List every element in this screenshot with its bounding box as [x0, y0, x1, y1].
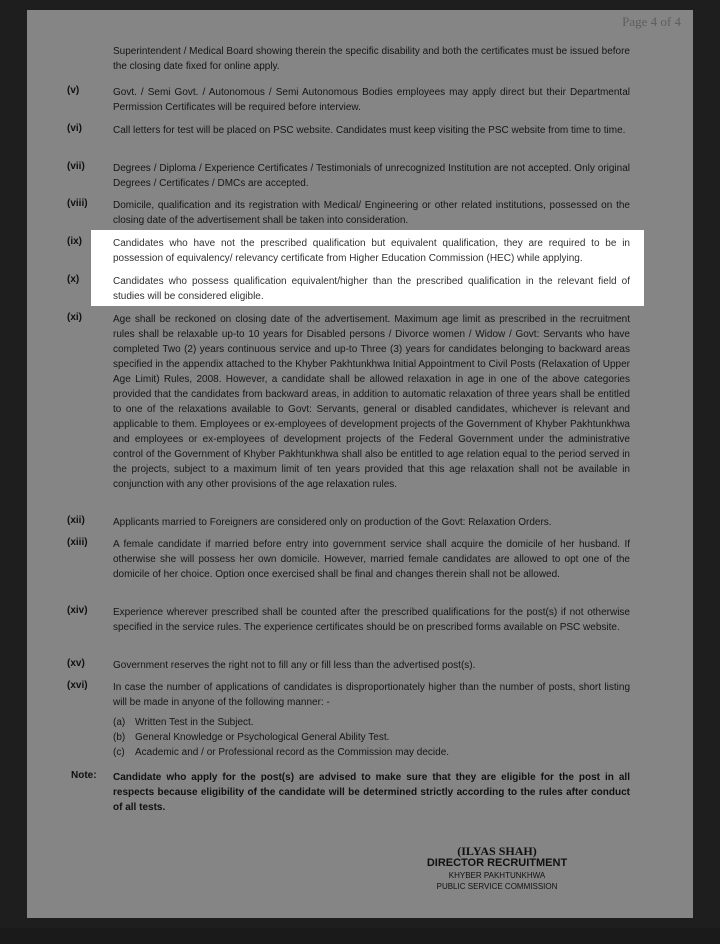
document-page: [27, 10, 693, 918]
bottom-strip: [0, 928, 720, 944]
signatory-title: DIRECTOR RECRUITMENT: [426, 857, 568, 869]
item-number: (xv): [67, 658, 85, 669]
item-number: (xiii): [67, 537, 88, 548]
item-number: (xi): [67, 312, 82, 323]
signatory-org-line1: KHYBER PAKHTUNKHWA: [448, 871, 546, 880]
item-number: (xvi): [67, 680, 88, 691]
item-text: Applicants married to Foreigners are considered only on production of the Govt: Relaxation Orders.: [113, 517, 552, 528]
note-label: Note:: [71, 770, 97, 781]
item-text: Degrees / Diploma / Experience Certificates / Testimonials of unrecognized Institution are not accepted. Only original Degrees / Certificates / DMCs are accepted.: [113, 163, 630, 189]
item-text: A female candidate if married before entry into government service shall acquire the domicile of her husband. If otherwise she will possess her own domicile. However, married female candidates are allowed to opt one of the domicile of her choice. Option once exercised shall be final and changes therein shall not be allowed.: [113, 539, 630, 580]
note-text: Candidate who apply for the post(s) are advised to make sure that they are eligible for the post in all respects because eligibility of the candidate will be determined strictly according to the rules after conduct of all tests.: [113, 772, 630, 813]
item-number: (xii): [67, 515, 85, 526]
sub-item: [113, 732, 389, 743]
sub-item: [113, 747, 449, 758]
sub-item-letter: (c): [113, 747, 125, 758]
item-text: Call letters for test will be placed on PSC website. Candidates must keep visiting the PSC website from time to time.: [113, 125, 626, 136]
sub-item-letter: (b): [113, 732, 126, 743]
item-text: Age shall be reckoned on closing date of the advertisement. Maximum age limit as prescribed in the recruitment rules shall be relaxable up-to 10 years for Disabled persons / Divorce women / Widow / Govt: Servants who have completed Two (2) years continuous service and up-to Three (3) years for candidates belonging to backward areas specified in the appendix attached to the Khyber Pakhtunkhwa Initial Appointment to Civil Posts (Relaxation of Upper Age Limit) Rules, 2008. However, a candidate shall be allowed relaxation in age in one of the above categories provided that the candidates from backward areas, in addition to automatic relaxation of three years shall be entitled to one of the relaxations available to Govt: Servants, general or disabled candidates, whichever is relevant and applicable to them. Employees or ex-employees of development projects of the Government of Khyber Pakhtunkhwa and employees or ex-employees of development projects of the Federal Government under the administrative control of the Government of Khyber Pakhtunkhwa shall also be entitled to age relation equal to the period served in the projects, subject to a maximum limit of ten years provided that this age relaxation shall not be available in conjunction with any other provisions of the age relaxation rules.: [113, 314, 630, 490]
signatory-org-line2: PUBLIC SERVICE COMMISSION: [436, 882, 558, 891]
item-number: (x): [67, 274, 80, 285]
sub-item-text: Written Test in the Subject.: [135, 717, 254, 728]
item-number: (xiv): [67, 605, 88, 616]
page-number: Page 4 of 4: [622, 14, 681, 29]
item-text: In case the number of applications of candidates is disproportionately higher than the number of posts, short listing will be made in anyone of the following manner: -: [113, 682, 630, 708]
sub-item-text: Academic and / or Professional record as the Commission may decide.: [135, 747, 450, 758]
item-number: (viii): [67, 198, 88, 209]
item-number: (vi): [67, 123, 82, 134]
item-number: (vii): [67, 161, 85, 172]
item-text: Experience wherever prescribed shall be counted after the prescribed qualifications for the post(s) if not otherwise specified in the service rules. The experience certificates should be on prescribed forms available on PSC website.: [113, 607, 630, 633]
item-text: Domicile, qualification and its registration with Medical/ Engineering or other related institutions, possessed on the closing date of the advertisement shall be taken into consideration.: [113, 200, 630, 226]
signatory-name: (ILYAS SHAH): [457, 844, 537, 858]
item-number: (v): [67, 85, 80, 96]
sub-item: [113, 717, 254, 728]
item-text: Candidates who possess qualification equivalent/higher than the prescribed qualification in the relevant field of studies will be considered eligible.: [113, 276, 630, 302]
intro-text: Superintendent / Medical Board showing therein the specific disability and both the certificates must be issued before the closing date fixed for online apply.: [113, 46, 630, 72]
item-text: Government reserves the right not to fill any or fill less than the advertised post(s).: [113, 660, 476, 671]
item-text: Candidates who have not the prescribed qualification but equivalent qualification, they are required to be in possession of equivalency/ relevancy certificate from Higher Education Commission (HEC) while applying.: [113, 238, 630, 264]
item-number: (ix): [67, 236, 82, 247]
sub-item-text: General Knowledge or Psychological General Ability Test.: [135, 732, 390, 743]
item-text: Govt. / Semi Govt. / Autonomous / Semi Autonomous Bodies employees may apply direct but their Departmental Permission Certificates will be required before interview.: [113, 87, 630, 113]
sub-item-letter: (a): [113, 717, 126, 728]
